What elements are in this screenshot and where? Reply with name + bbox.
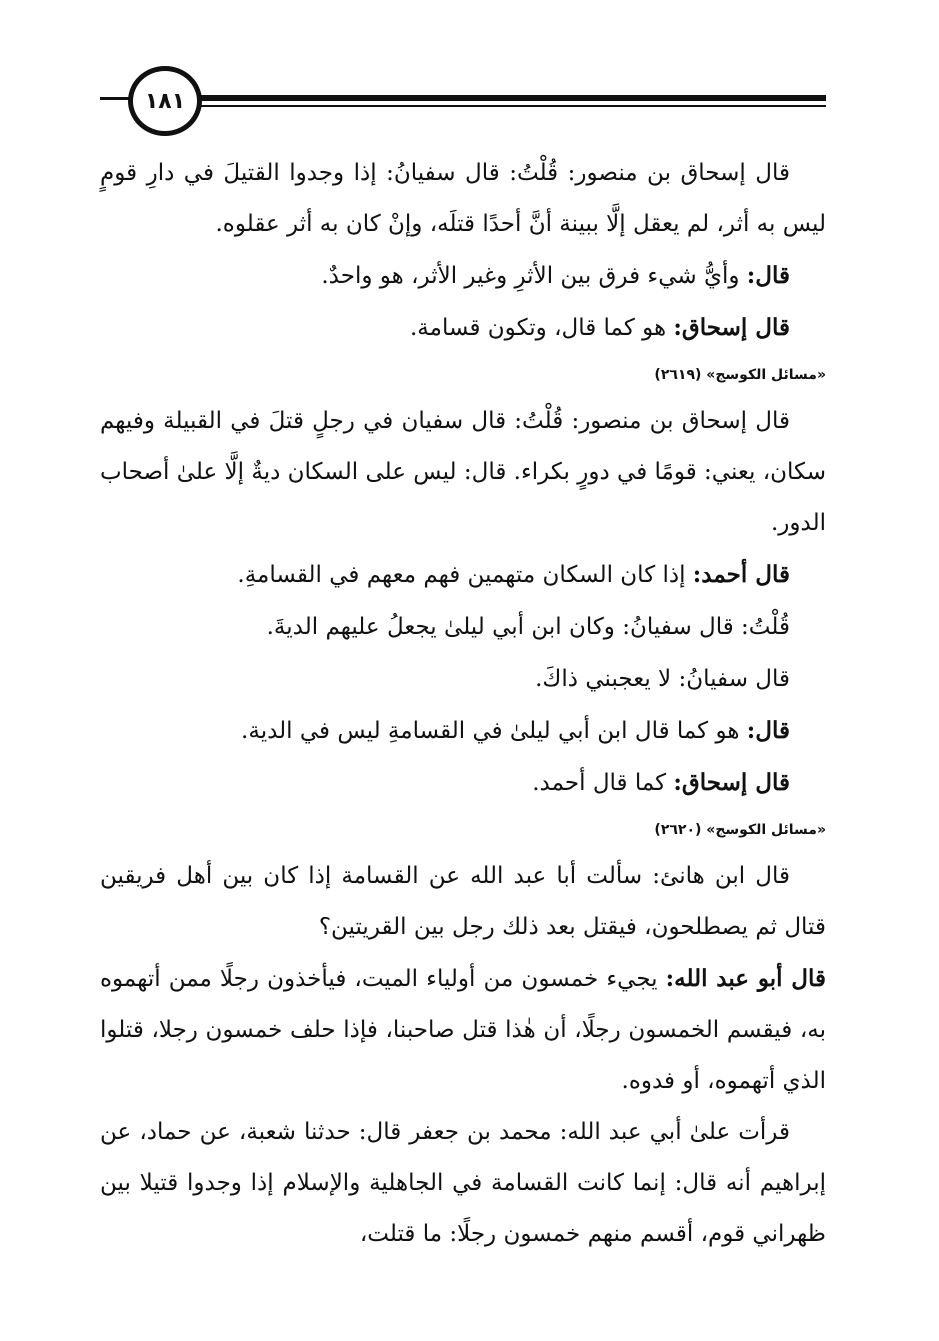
paragraph: قال إسحاق بن منصور: قُلْتُ: قال سفيان في رجلٍ قتلَ في القبيلة وفيهم سكان، يعني: قومًا في دورٍ بكراء. قال: ليس على السكان ديةٌ إلَّا علىٰ أصحاب الدور. bbox=[99, 408, 826, 536]
page-number: ١٨١ bbox=[144, 88, 186, 114]
answer-text: يجيء خمسون من أولياء الميت، فيأخذون رجلًا ممن أتهموه به، فيقسم الخمسون رجلًا، أن هٰذا قتل صاحبنا، فإذا حلف خمسون رجلا، قتلوا الذي أتهموه، أو فدوه. bbox=[100, 966, 826, 1094]
answer-paragraph bbox=[100, 953, 826, 1107]
source-reference: «مسائل الكوسج» (٢٦١٩) bbox=[654, 367, 826, 383]
paragraph: قال إسحاق بن منصور: قُلْتُ: قال سفيانُ: إذا وجدوا القتيلَ في دارِ قومٍ ليس به أثر، لم يعقل إلَّا ببينة أنَّ أحدًا قتلَه، وإنْ كان به أثر عقلوه. bbox=[100, 160, 826, 237]
speaker-label: قال إسحاق: bbox=[673, 769, 790, 796]
speaker-label: قال أبو عبد الله: bbox=[665, 965, 827, 992]
header-rule-thick bbox=[160, 95, 826, 101]
speaker-label: قال: bbox=[746, 262, 790, 289]
speech-text: وأيُّ شيء فرق بين الأثرِ وغير الأثر، هو واحدٌ. bbox=[321, 263, 747, 289]
header-rule-thin bbox=[160, 105, 826, 107]
speaker-label: قال: bbox=[746, 717, 790, 744]
speech-line bbox=[100, 757, 826, 809]
speech-line bbox=[100, 250, 826, 302]
paragraph: قرأت علىٰ أبي عبد الله: محمد بن جعفر قال: حدثنا شعبة، عن حماد، عن إبراهيم أنه قال: إنما كانت القسامة في الجاهلية والإسلام إذا وجدوا قتيلا بين ظهراني قوم، أقسم منهم خمسون رجلًا: ما قتلت، bbox=[100, 1119, 826, 1247]
speech-text: قُلْتُ: قال سفيانُ: وكان ابن أبي ليلىٰ يجعلُ عليهم الديةَ. bbox=[266, 614, 790, 640]
paragraph: قال ابن هانئ: سألت أبا عبد الله عن القسامة إذا كان بين أهل فريقين قتال ثم يصطلحون، فيقتل بعد ذلك رجل بين القريتين؟ bbox=[100, 863, 826, 940]
source-reference: «مسائل الكوسج» (٢٦٢٠) bbox=[654, 822, 826, 838]
page-body bbox=[100, 148, 826, 1260]
page-number-badge bbox=[128, 66, 202, 136]
speech-line bbox=[100, 705, 826, 757]
page-header bbox=[100, 64, 826, 138]
speech-text: كما قال أحمد. bbox=[532, 770, 674, 796]
speech-line bbox=[100, 549, 826, 601]
speech-line bbox=[100, 653, 826, 705]
speaker-label: قال إسحاق: bbox=[673, 314, 790, 341]
speech-text: هو كما قال، وتكون قسامة. bbox=[410, 315, 674, 341]
speech-text: إذا كان السكان متهمين فهم معهم في القسامةِ. bbox=[237, 562, 693, 588]
speaker-label: قال أحمد: bbox=[692, 561, 790, 588]
speech-line bbox=[100, 601, 826, 653]
speech-line bbox=[100, 302, 826, 354]
speech-text: هو كما قال ابن أبي ليلىٰ في القسامةِ ليس في الدية. bbox=[241, 718, 747, 744]
speech-text: قال سفيانُ: لا يعجبني ذاكَ. bbox=[535, 666, 790, 692]
